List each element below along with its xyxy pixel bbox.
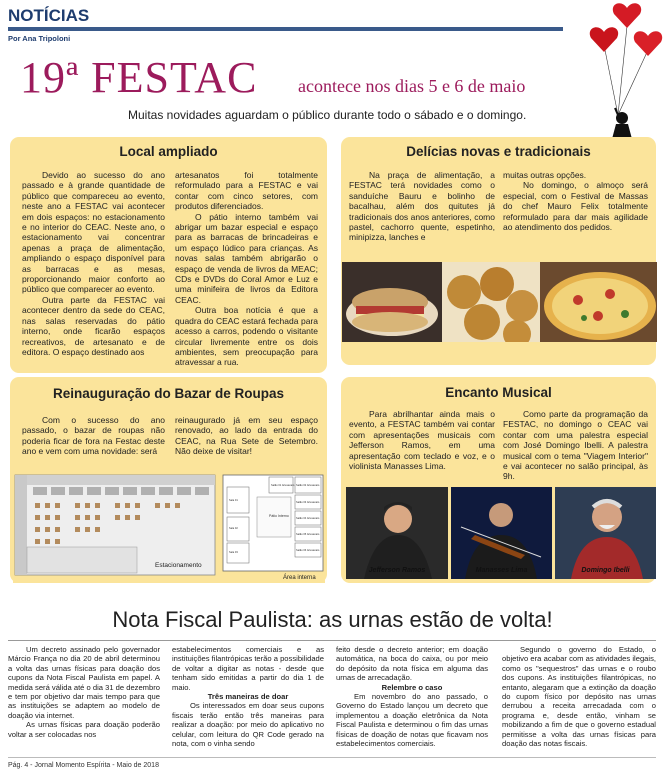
box-title: Encanto Musical [445,385,552,400]
paragraph: Um decreto assinado pelo governador Márcio França no dia 20 de abril determinou a volta das urnas físicas para doação dos cupons da Nota Fiscal Paulista em papel. A medida será válida até o dia 31 de dezembro e tem por objetivo dar mais tempo para que as instituições se adaptem ao modelo de doação via internet. [8,645,160,720]
nfp-headline: Nota Fiscal Paulista: as urnas estão de volta! [112,607,553,632]
subheading: Três maneiras de doar [207,692,289,702]
headline-subtitle: Muitas novidades aguardam o público durante todo o sábado e o domingo. [128,108,527,122]
map-label-room: Salão 05 Artesanato [296,533,320,536]
paragraph: reinaugurado já em seu espaço renovado, ao lado da entrada do CEAC, na Rua Sete de Setembro. Não deixe de visitar! [175,415,318,457]
divider [8,640,656,641]
box-title: Reinauguração do Bazar de Roupas [52,386,285,401]
footer-divider [8,757,656,758]
box-title: Local ampliado [119,144,218,159]
map-label-room: Salão 03 Artesanato [296,501,320,504]
paragraph: estabelecimentos comerciais e as instituições filantrópicas terão a possibilidade de voltar a digitar as notas - desde que tenham sido emitidas a partir do dia 1 de maio. [172,645,324,692]
map-label-parking: Estacionamento [155,562,202,569]
text-column [349,170,495,243]
headline-secondary: acontece nos dias 5 e 6 de maio [298,76,526,96]
heart-balloon-icon [590,27,618,52]
food-photo-bauru [342,262,442,342]
map-label-sala: Sala 01 [229,499,238,502]
paragraph: artesanatos foi totalmente reformulado para a FESTAC e vai contar com cinco setores, com produtos diferenciados. [175,170,318,212]
author-byline: Por Ana Tripoloni [8,34,71,43]
floor-plan-map [13,473,325,583]
photo-manasses-lima [451,487,552,579]
food-photo-pizza [540,262,657,342]
text-column [22,415,165,457]
nfp-column [8,645,160,739]
heart-balloon-icon [613,3,641,28]
paragraph: muitas outras opções. [503,170,587,180]
paragraph: feito desde o decreto anterior; em doação automática, na boca do caixa, ou por meio do depósito da nota física em alguma das urnas de arrecadação. [336,645,488,683]
map-label-sala: Sala 02 [229,527,238,530]
photo-caption: Jefferson Ramos [368,567,426,574]
text-column [175,415,318,457]
text-column [503,409,648,482]
box-title: Delícias novas e tradicionais [406,144,591,159]
photo-domingo-ibelli [555,487,656,579]
paragraph: Para abrilhantar ainda mais o evento, a FESTAC também vai contar com apresentações musicais com Jefferson Ramos, em uma apresentação com teclado e voz, e o violinista Manasses Lima. [349,409,495,472]
headline-main: 19ª FESTAC [20,53,258,102]
text-column [22,170,165,357]
nfp-column [336,645,488,748]
photo-jefferson-ramos [346,487,448,579]
nfp-column [502,645,656,748]
text-column [175,170,318,368]
text-column [349,409,495,471]
map-label-patio: Pátio Interno [269,514,289,518]
map-label-interior: Área interna [283,575,316,581]
paragraph: Segundo o governo do Estado, o objetivo era acabar com as atividades ilegais, como os "sequestros" das urnas e o roubo dos cupons. As instituições filantrópicas, no entanto, alegaram que a extinção da doação do cupom físico por depósito nas urnas derrubou a receita arrecadada com o programa e, desde então, vinham se mobilizando a fim de que o governo estadual permitisse a volta das urnas físicas para doação das notas fiscais. [502,645,656,749]
subheading: Relembre o caso [381,682,443,692]
paragraph: Os interessados em doar seus cupons fiscais terão então três maneiras para realizar a doação: por meio do aplicativo no celular, com leitura do QR Code gerado na nota, com o vinha sendo [172,701,324,749]
header-bar [8,27,563,31]
heart-balloon-icon [634,31,662,56]
section-title: NOTÍCIAS [8,6,90,25]
photo-caption: Domingo Ibelli [581,567,630,574]
paragraph: O pátio interno também vai abrigar um bazar especial e espaço para as barracas de brincadeiras e um espaço lúdico para crianças. As novas salas também abrigarão o espaço de venda de livros da MEAC; CDs e DVDs do Coral Amor e Luz e uma minifeira de livros da Editora CEAC. [175,211,318,305]
map-label-room: Salão 04 Artesanato [296,517,320,520]
paragraph: Com o sucesso do ano passado, o bazar de roupas não poderia ficar de fora na Festac deste ano e vem com uma novidade: será [22,415,165,457]
paragraph: Devido ao sucesso do ano passado e à grande quantidade de público que compareceu ao evento, neste ano a FESTAC vai acontecer em dois espaços: no estacionamento e no interior do CEAC. Neste ano, o estacionamento vai concentrar apenas a praça de alimentação, ampliando o espaço disponível para as barracas e as mesas, proporcionando maior conforto ao público que comparecer ao evento. [22,170,165,295]
local-ampliado-box [10,137,327,373]
paragraph: Outra boa notícia é que a quadra do CEAC estará fechada para acesso a carros, podendo o visitante circular livremente entre os dois ambientes, sem preocupação para atravessar a rua. [175,305,318,368]
food-photo-bolinho [442,262,540,342]
paragraph: Outra parte da FESTAC vai acontecer dentro da sede do CEAC, nas salas reservadas do pátio interno, onde ficarão espaços recreativos, de artesanato e de editora. O espaço destinado aos [22,294,165,357]
paragraph: Em novembro do ano passado, o Governo do Estado lançou um decreto que implementou a doação eletrônica da Nota Fiscal Paulista e determinou o fim das urnas físicas de doação de notas que ficavam nos estabelecimentos comerciais. [336,692,488,749]
page-footer: Pág. 4 - Jornal Momento Espírita - Maio de 2018 [8,762,159,769]
text-column [503,170,648,232]
nfp-column [172,645,324,748]
map-label-room: Salão 02 Artesanato [296,484,320,487]
paragraph: Como parte da programação da FESTAC, no domingo o CEAC vai contar com uma palestra especial com José Domingo Ibelli. A palestra musical com o tema "Viagem Interior" e vai acontecer no salão principal, às 9h. [503,409,648,482]
photo-caption: Manasses Lima [475,567,528,574]
paragraph: As urnas físicas para doação poderão voltar a ser colocadas nos [8,720,160,739]
paragraph: No domingo, o almoço será especial, com o Festival de Massas do chef Mauro Felix totalmente reformulado para dar mais agilidade ao atendimento dos pedidos. [503,180,648,233]
map-label-room: Salão 01 Artesanato [271,484,295,487]
map-label-room: Salão 06 Artesanato [296,549,320,552]
map-label-sala: Sala 03 [229,551,238,554]
paragraph: Na praça de alimentação, a FESTAC terá novidades como o sanduíche Bauru e bolinho de bacalhau, além dos quitutes já tradicionais dos anos anteriores, como pastel, cachorro quente, espetinho, minipizza, lanches e [349,170,495,243]
